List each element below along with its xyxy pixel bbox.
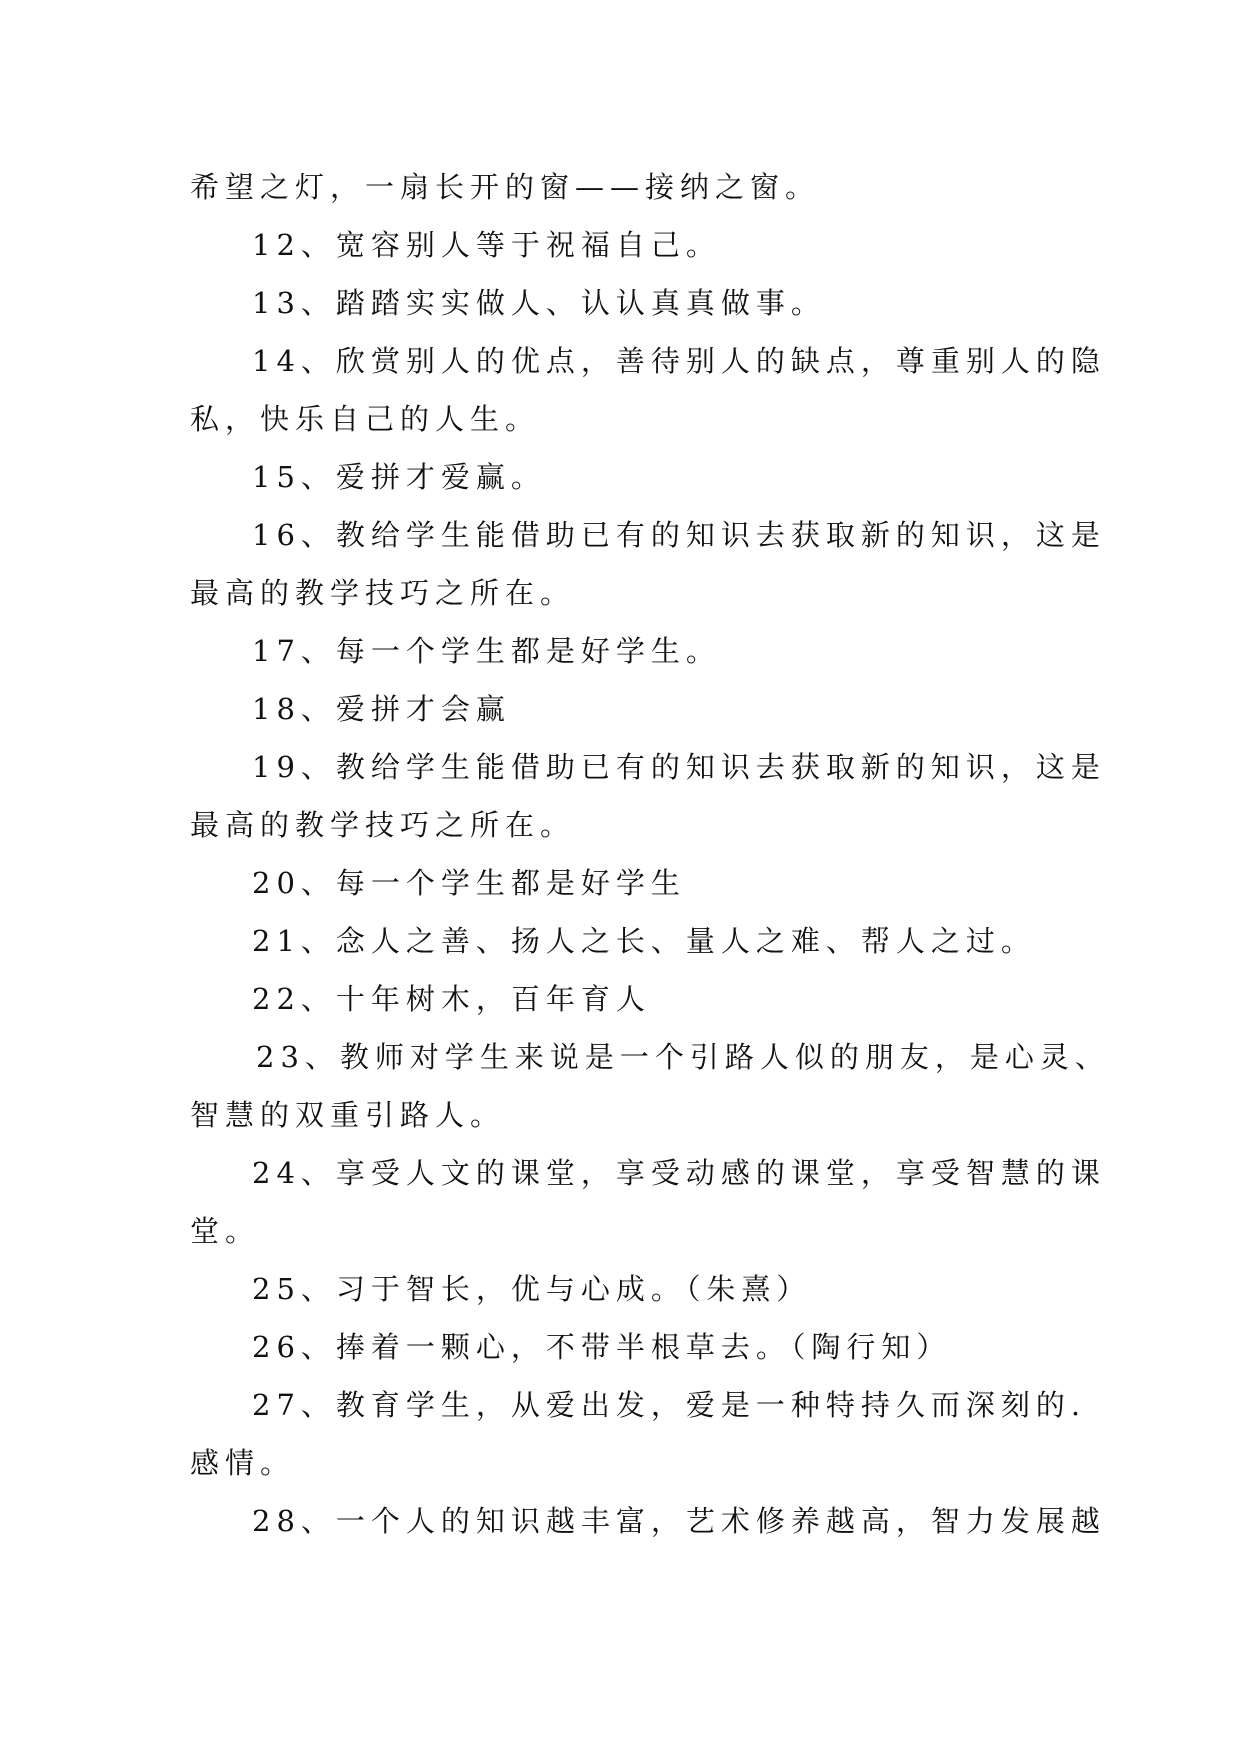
text-line-20: 25、习于智长，优与心成。（朱熹） — [252, 1272, 812, 1306]
text-line-21: 26、捧着一颗心，不带半根草去。（陶行知） — [252, 1330, 952, 1364]
text-line-19: 堂。 — [190, 1214, 261, 1248]
text-line-23: 感情。 — [190, 1446, 296, 1480]
text-line-10: 18、爱拼才会赢 — [252, 692, 511, 726]
text-line-16: 23、教师对学生来说是一个引路人似的朋友，是心灵、 — [256, 1040, 1110, 1074]
text-line-7: 16、教给学生能借助已有的知识去获取新的知识，这是 — [252, 518, 1106, 552]
text-line-15: 22、十年树木，百年育人 — [252, 982, 651, 1016]
text-line-17: 智慧的双重引路人。 — [190, 1098, 506, 1132]
text-line-12: 最高的教学技巧之所在。 — [190, 808, 576, 842]
text-line-24: 28、一个人的知识越丰富，艺术修养越高，智力发展越 — [252, 1504, 1106, 1538]
text-line-14: 21、念人之善、扬人之长、量人之难、帮人之过。 — [252, 924, 1036, 958]
text-line-22: 27、教育学生，从爱出发，爱是一种特持久而深刻的. — [252, 1388, 1087, 1422]
text-line-9: 17、每一个学生都是好学生。 — [252, 634, 721, 668]
text-line-8: 最高的教学技巧之所在。 — [190, 576, 576, 610]
text-line-3: 13、踏踏实实做人、认认真真做事。 — [252, 286, 826, 320]
text-line-2: 12、宽容别人等于祝福自己。 — [252, 228, 721, 262]
text-line-4: 14、欣赏别人的优点，善待别人的缺点，尊重别人的隐 — [252, 344, 1106, 378]
text-line-13: 20、每一个学生都是好学生 — [252, 866, 686, 900]
text-line-1: 希望之灯，一扇长开的窗——接纳之窗。 — [190, 170, 821, 204]
text-line-18: 24、享受人文的课堂，享受动感的课堂，享受智慧的课 — [252, 1156, 1106, 1190]
text-line-11: 19、教给学生能借助已有的知识去获取新的知识，这是 — [252, 750, 1106, 784]
text-line-5: 私，快乐自己的人生。 — [190, 402, 541, 436]
text-line-6: 15、爱拼才爱赢。 — [252, 460, 546, 494]
